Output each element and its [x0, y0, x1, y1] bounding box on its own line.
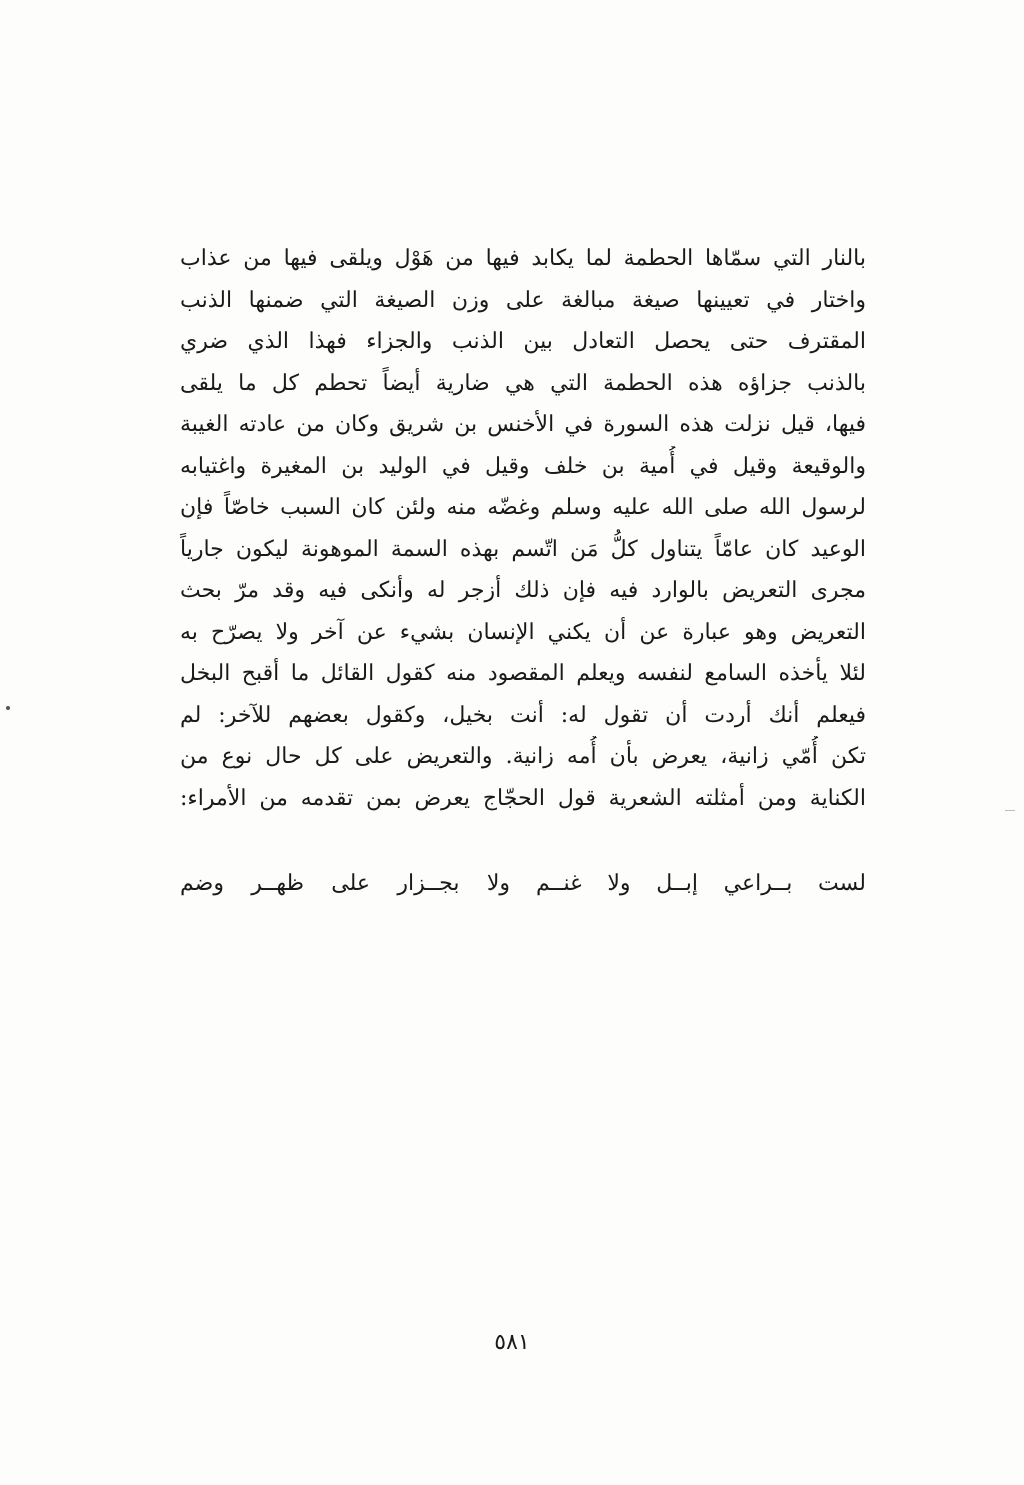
- text-line: بالنار التي سمّاها الحطمة لما يكابد فيها من هَوْل ويلقى فيها من عذاب: [180, 246, 866, 271]
- text-line: لئلا يأخذه السامع لنفسه ويعلم المقصود منه كقول القائل ما أقبح البخل: [180, 661, 866, 686]
- text-line: المقترف حتى يحصل التعادل بين الذنب والجزاء فهذا الذي ضري: [180, 329, 866, 354]
- text-line: بالذنب جزاؤه هذه الحطمة التي هي ضارية أيضاً تحطم كل ما يلقى: [180, 370, 866, 396]
- text-line: واختار في تعيينها صيغة مبالغة على وزن الصيغة التي ضمنها الذنب: [180, 287, 866, 313]
- text-line: فيعلم أنك أردت أن تقول له: أنت بخيل، وكقول بعضهم للآخر: لم: [180, 702, 866, 728]
- text-line: والوقيعة وقيل في أُمية بن خلف وقيل في الوليد بن المغيرة واغتيابه: [180, 453, 866, 479]
- poetry-verse: [180, 862, 866, 906]
- scan-speck: [6, 706, 10, 710]
- text-line: تكن أُمّي زانية، يعرض بأن أُمه زانية. والتعريض على كل حال نوع من: [180, 744, 866, 769]
- text-line: مجرى التعريض بالوارد فيه فإن ذلك أزجر له وأنكى فيه وقد مرّ بحث: [180, 578, 866, 603]
- text-line: التعريض وهو عبارة عن أن يكني الإنسان بشيء عن آخر ولا يصرّح به: [180, 619, 866, 645]
- text-line: لرسول الله صلى الله عليه وسلم وغضّه منه ولئن كان السبب خاصّاً فإن: [180, 495, 866, 520]
- scan-mark: [1005, 810, 1015, 811]
- verse-second-hemistich: ولا بجــزار على ظهــر وضم: [180, 871, 510, 896]
- verse-first-hemistich: لست بــراعي إبــل ولا غنــم: [536, 871, 866, 896]
- text-line: الكناية ومن أمثلته الشعرية قول الحجّاج يعرض بمن تقدمه من الأمراء:: [180, 785, 866, 811]
- page-number: ٥٨١: [494, 1330, 530, 1355]
- text-line: فيها، قيل نزلت هذه السورة في الأخنس بن شريق وكان من عادته الغيبة: [180, 412, 866, 437]
- body-text: [180, 238, 866, 819]
- text-line: الوعيد كان عامّاً يتناول كلُّ مَن اتّسم بهذه السمة الموهونة ليكون جارياً: [180, 536, 866, 562]
